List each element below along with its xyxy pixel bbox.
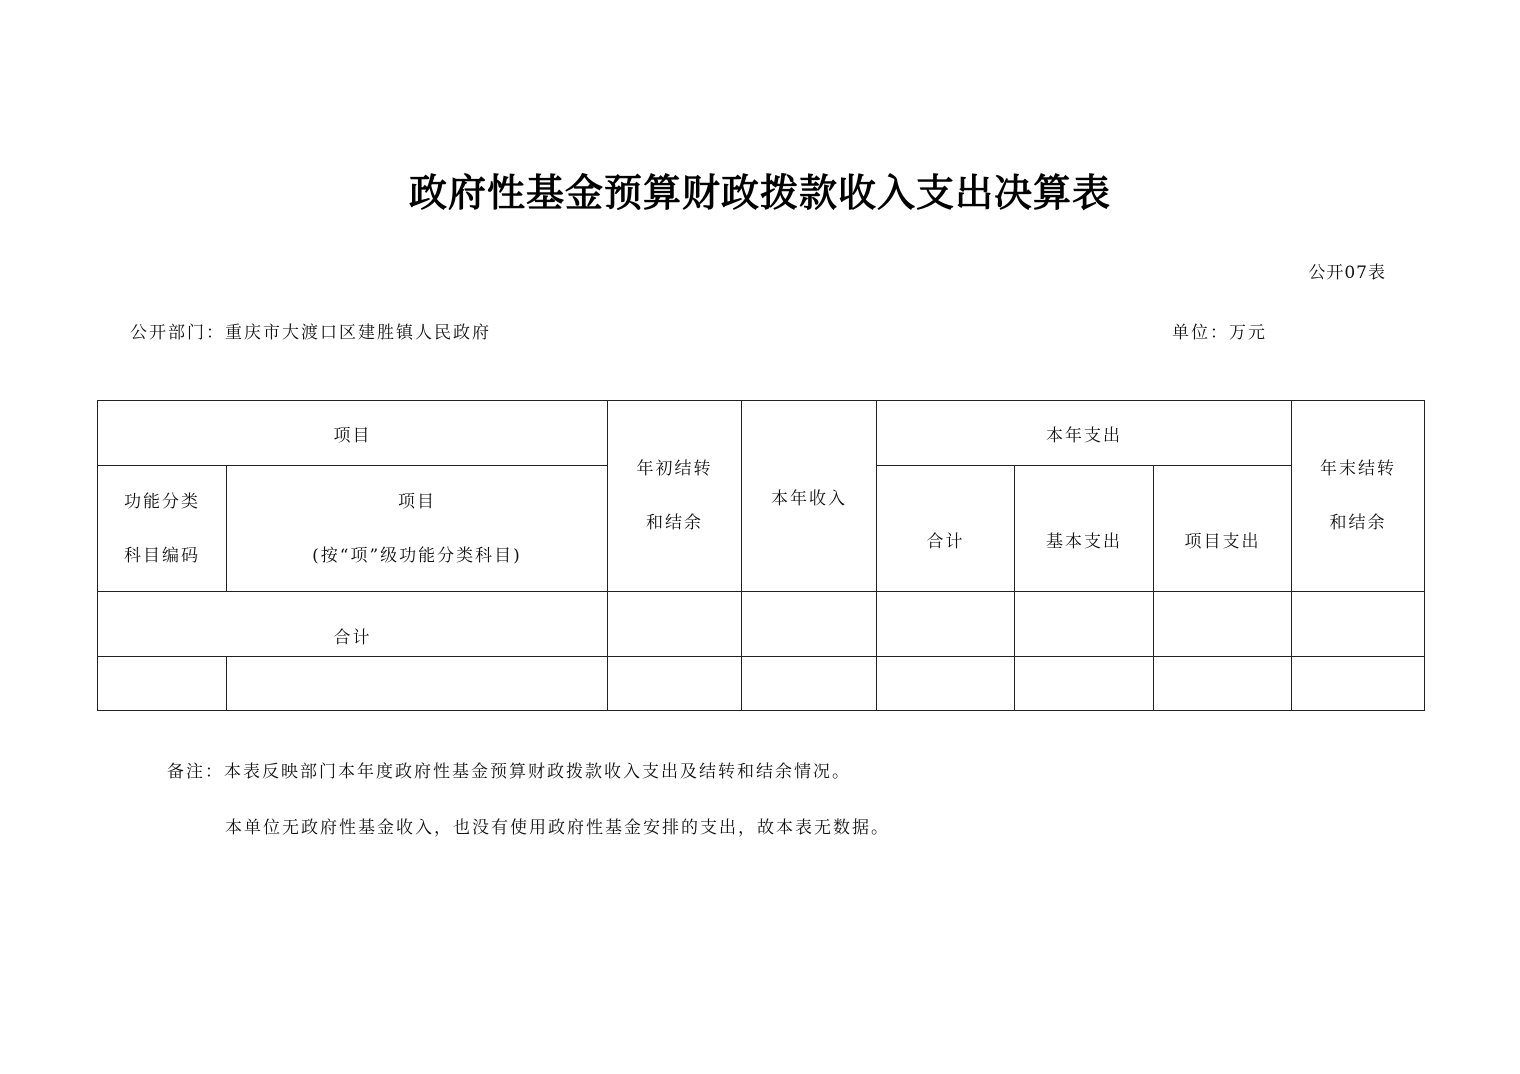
unit-label: 单位：万元: [1172, 323, 1267, 343]
header-func-code: 功能分类 科目编码: [98, 466, 227, 592]
header-year-income: 本年收入: [742, 401, 877, 592]
header-year-expense: 本年支出: [877, 401, 1292, 466]
total-end-balance: [1292, 592, 1425, 657]
note-line-2: 本单位无政府性基金收入，也没有使用政府性基金安排的支出，故本表无数据。: [225, 818, 890, 838]
table-row-total: [98, 592, 1425, 657]
total-subtotal: [877, 592, 1015, 657]
total-project-expense: [1154, 592, 1292, 657]
header-basic-expense: 基本支出: [1015, 466, 1154, 592]
total-basic-expense: [1015, 592, 1154, 657]
total-begin-balance: [608, 592, 742, 657]
form-number: 公开07表: [1308, 263, 1386, 283]
total-label: 合计: [98, 592, 608, 657]
header-item-sub: 项目 (按“项”级功能分类科目): [227, 466, 608, 592]
header-end-balance: 年末结转 和结余: [1292, 401, 1425, 592]
note-line-1: 备注：本表反映部门本年度政府性基金预算财政拨款收入支出及结转和结余情况。: [167, 762, 851, 782]
header-item: 项目: [98, 401, 608, 466]
header-subtotal: 合计: [877, 466, 1015, 592]
table-row: [98, 657, 1425, 711]
total-year-income: [742, 592, 877, 657]
header-begin-balance: 年初结转 和结余: [608, 401, 742, 592]
department-label: 公开部门：重庆市大渡口区建胜镇人民政府: [130, 323, 491, 343]
header-project-expense: 项目支出: [1154, 466, 1292, 592]
budget-table: [97, 400, 1425, 711]
page-title: 政府性基金预算财政拨款收入支出决算表: [408, 170, 1111, 215]
